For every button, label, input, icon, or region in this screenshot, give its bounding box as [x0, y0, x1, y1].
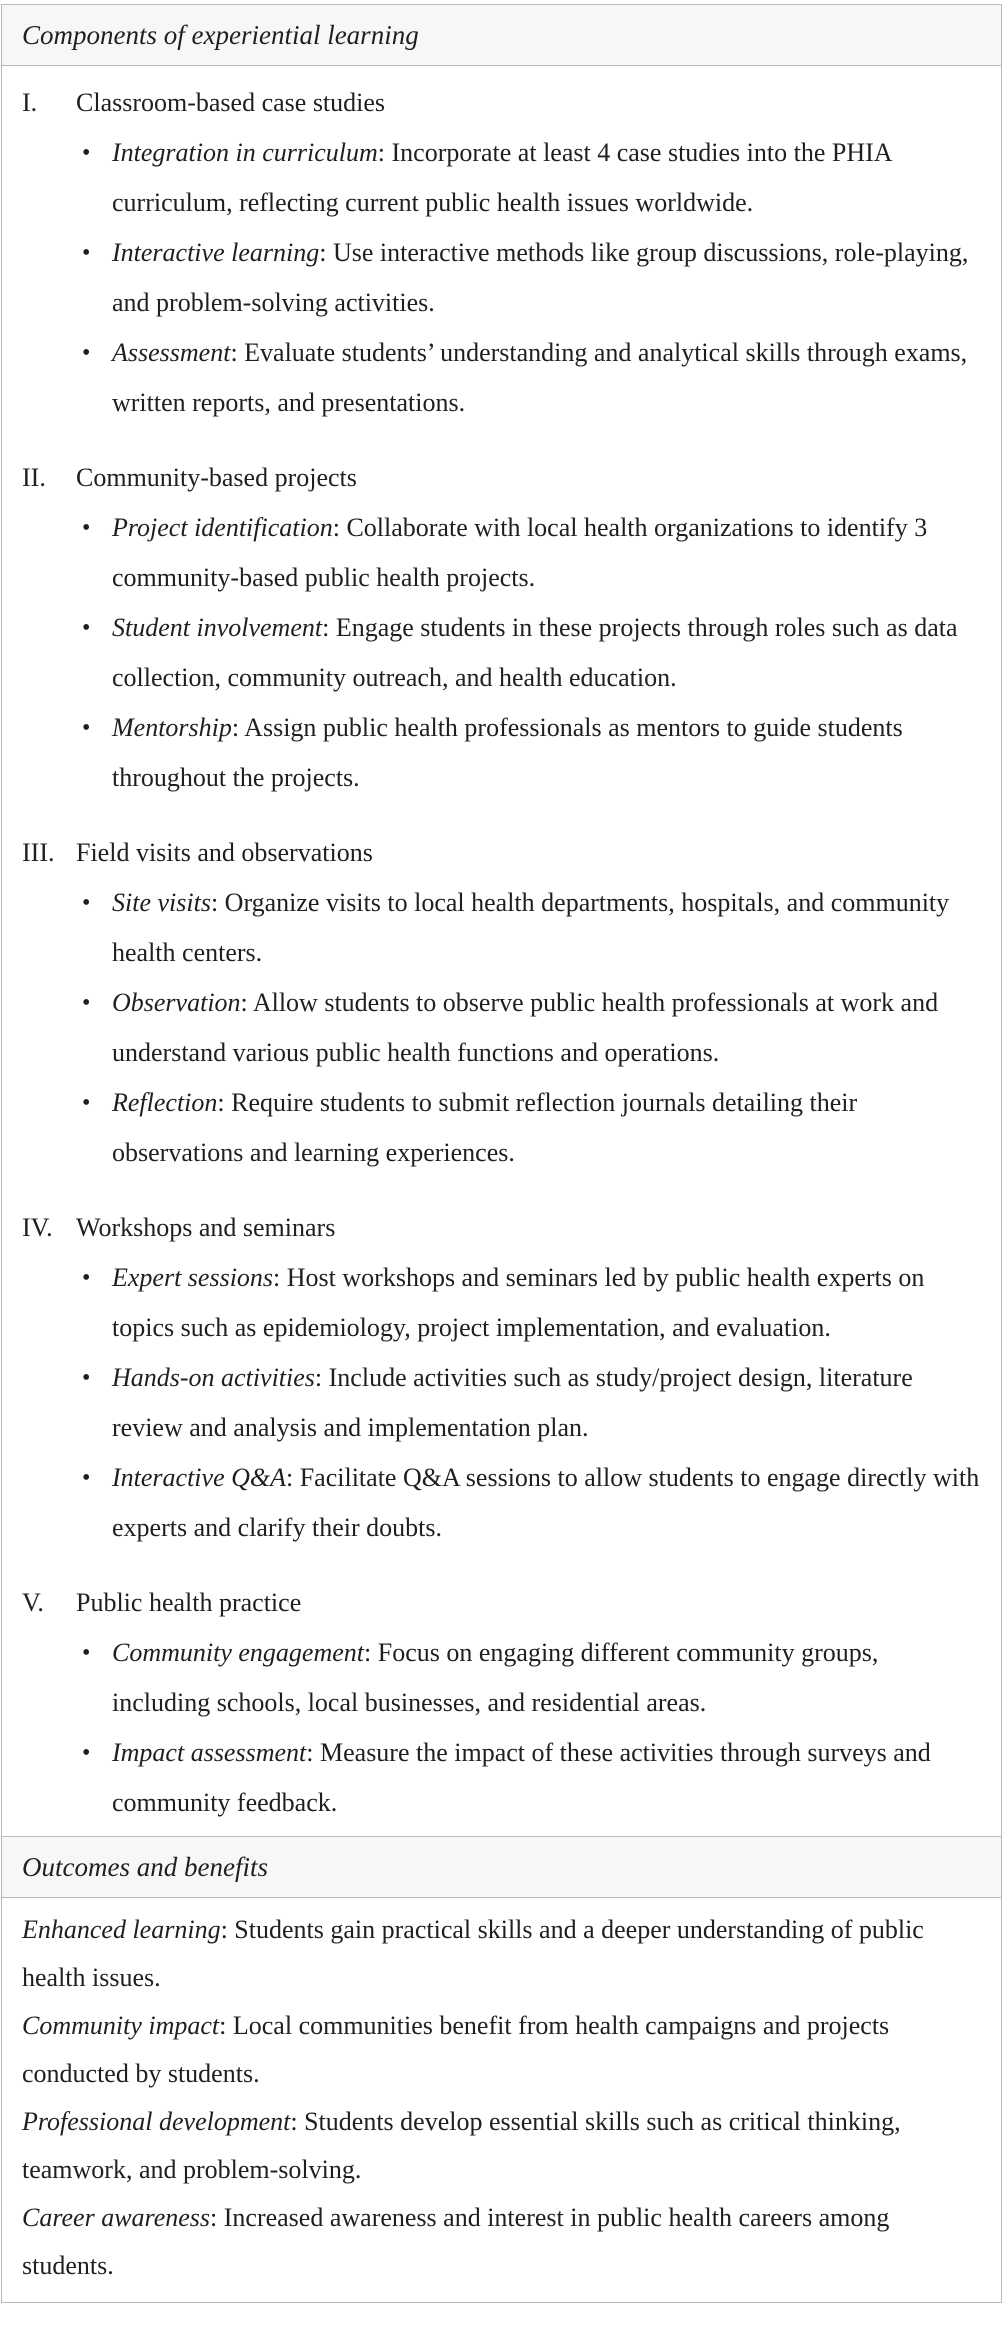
- outcome-text: : Increased awareness and interest in public health careers among students.: [22, 2203, 890, 2280]
- components-body: [2, 66, 1001, 1828]
- bullet-icon: •: [82, 515, 91, 541]
- item-term: Student involvement: [112, 613, 323, 642]
- section-4: [22, 1203, 981, 1553]
- bullet-icon: •: [82, 615, 91, 641]
- section-5: [22, 1578, 981, 1828]
- outcome-text: : Students develop essential skills such as critical thinking, teamwork, and problem-solving.: [22, 2107, 901, 2184]
- bullet-icon: •: [82, 340, 91, 366]
- section-items: [22, 128, 981, 428]
- list-item: [82, 503, 981, 603]
- list-item: [82, 878, 981, 978]
- outcomes-body: [2, 1898, 1001, 2302]
- item-text: : Host workshops and seminars led by public health experts on topics such as epidemiology, project implementation, and evaluation.: [112, 1263, 925, 1342]
- item-text: : Engage students in these projects through roles such as data collection, community outreach, and health education.: [112, 613, 958, 692]
- item-term: Observation: [112, 988, 241, 1017]
- list-item: [82, 228, 981, 328]
- section-number: II.: [22, 463, 46, 492]
- experiential-learning-table: [1, 4, 1002, 2303]
- list-item: [82, 1353, 981, 1453]
- bullet-icon: •: [82, 240, 91, 266]
- bullet-icon: •: [82, 140, 91, 166]
- components-header-text: Components of experiential learning: [22, 20, 419, 50]
- item-text: : Collaborate with local health organizations to identify 3 community-based public health projects.: [112, 513, 928, 592]
- section-title-text: Classroom-based case studies: [76, 88, 386, 117]
- bullet-icon: •: [82, 1465, 91, 1491]
- components-header: [2, 5, 1001, 66]
- section-number: V.: [22, 1588, 44, 1617]
- outcome-item: [22, 2194, 981, 2290]
- outcome-term: Professional development: [22, 2107, 291, 2136]
- item-text: : Facilitate Q&A sessions to allow students to engage directly with experts and clarify their doubts.: [112, 1463, 980, 1542]
- list-item: [82, 128, 981, 228]
- list-item: [82, 1253, 981, 1353]
- outcome-text: : Local communities benefit from health campaigns and projects conducted by students.: [22, 2011, 890, 2088]
- section-3: [22, 828, 981, 1178]
- bullet-icon: •: [82, 1090, 91, 1116]
- list-item: [82, 1728, 981, 1828]
- item-term: Mentorship: [112, 713, 232, 742]
- item-term: Hands-on activities: [112, 1363, 315, 1392]
- outcome-text: : Students gain practical skills and a deeper understanding of public health issues.: [22, 1915, 924, 1992]
- item-text: : Measure the impact of these activities through surveys and community feedback.: [112, 1738, 931, 1817]
- item-term: Assessment: [112, 338, 231, 367]
- outcome-term: Career awareness: [22, 2203, 211, 2232]
- section-title: [22, 1578, 981, 1628]
- bullet-icon: •: [82, 990, 91, 1016]
- section-title: [22, 453, 981, 503]
- section-title: [22, 1203, 981, 1253]
- list-item: [82, 1453, 981, 1553]
- outcomes-header: [2, 1836, 1001, 1898]
- section-title-text: Public health practice: [76, 1588, 302, 1617]
- section-number: III.: [22, 838, 55, 867]
- section-items: [22, 878, 981, 1178]
- list-item: [82, 328, 981, 428]
- bullet-icon: •: [82, 715, 91, 741]
- item-term: Reflection: [112, 1088, 218, 1117]
- item-text: : Evaluate students’ understanding and analytical skills through exams, written reports, and presentations.: [112, 338, 968, 417]
- section-title-text: Community-based projects: [76, 463, 357, 492]
- item-term: Impact assessment: [112, 1738, 307, 1767]
- bullet-icon: •: [82, 890, 91, 916]
- item-text: : Assign public health professionals as mentors to guide students throughout the projects.: [112, 713, 903, 792]
- item-term: Integration in curriculum: [112, 138, 378, 167]
- section-number: I.: [22, 88, 38, 117]
- outcome-item: [22, 2098, 981, 2194]
- list-item: [82, 1078, 981, 1178]
- section-title: [22, 78, 981, 128]
- item-text: : Require students to submit reflection journals detailing their observations and learning experiences.: [112, 1088, 858, 1167]
- outcomes-header-text: Outcomes and benefits: [22, 1852, 268, 1882]
- list-item: [82, 703, 981, 803]
- section-title-text: Workshops and seminars: [76, 1213, 336, 1242]
- item-term: Project identification: [112, 513, 333, 542]
- list-item: [82, 1628, 981, 1728]
- item-term: Community engagement: [112, 1638, 365, 1667]
- bullet-icon: •: [82, 1265, 91, 1291]
- item-text: : Use interactive methods like group discussions, role-playing, and problem-solving activities.: [112, 238, 969, 317]
- outcome-term: Enhanced learning: [22, 1915, 221, 1944]
- item-text: : Allow students to observe public health professionals at work and understand various public health functions and operations.: [112, 988, 939, 1067]
- section-items: [22, 1253, 981, 1553]
- outcome-item: [22, 1906, 981, 2002]
- section-items: [22, 1628, 981, 1828]
- list-item: [82, 978, 981, 1078]
- item-text: : Include activities such as study/project design, literature review and analysis and implementation plan.: [112, 1363, 913, 1442]
- item-text: : Incorporate at least 4 case studies into the PHIA curriculum, reflecting current public health issues worldwide.: [112, 138, 892, 217]
- item-text: : Organize visits to local health departments, hospitals, and community health centers.: [112, 888, 950, 967]
- bullet-icon: •: [82, 1640, 91, 1666]
- outcome-term: Community impact: [22, 2011, 220, 2040]
- item-term: Site visits: [112, 888, 211, 917]
- list-item: [82, 603, 981, 703]
- section-1: [22, 78, 981, 428]
- section-title-text: Field visits and observations: [76, 838, 373, 867]
- outcome-item: [22, 2002, 981, 2098]
- item-term: Expert sessions: [112, 1263, 274, 1292]
- section-number: IV.: [22, 1213, 53, 1242]
- section-items: [22, 503, 981, 803]
- bullet-icon: •: [82, 1740, 91, 1766]
- item-term: Interactive Q&A: [112, 1463, 286, 1492]
- item-text: : Focus on engaging different community groups, including schools, local businesses, and residential areas.: [112, 1638, 879, 1717]
- bullet-icon: •: [82, 1365, 91, 1391]
- section-2: [22, 453, 981, 803]
- section-title: [22, 828, 981, 878]
- item-term: Interactive learning: [112, 238, 320, 267]
